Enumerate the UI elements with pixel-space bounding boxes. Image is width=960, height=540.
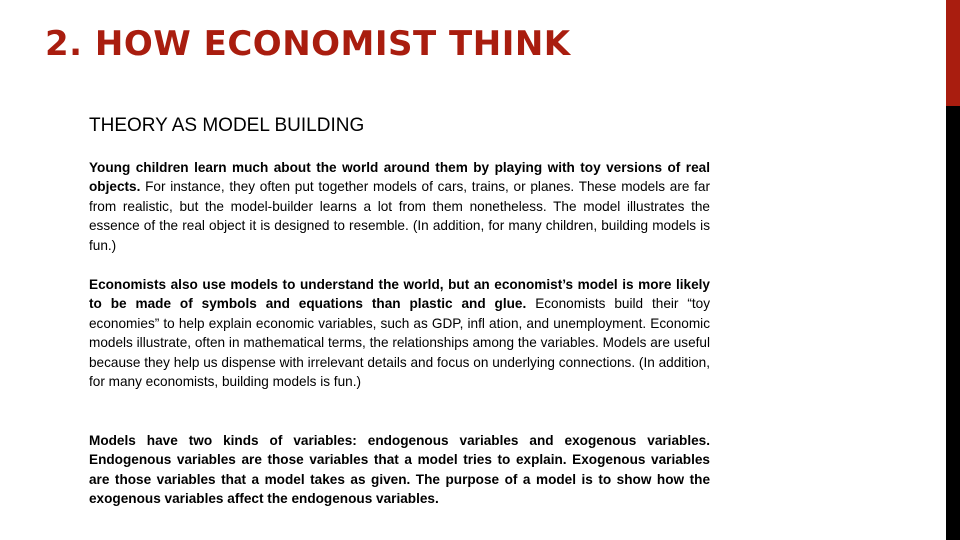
- slide-subtitle: THEORY AS MODEL BUILDING: [89, 115, 365, 136]
- paragraph-body: For instance, they often put together models of cars, trains, or planes. These models are far from realistic, but the model-builder learns a lot from them nonetheless. The model illustrates the essence of the real object it is designed to resemble. (In addition, for many children, building models is fun.): [89, 179, 710, 253]
- paragraph-toy-models: [89, 158, 710, 255]
- paragraph-lead: Models have two kinds of variables: endogenous variables and exogenous variables. Endogenous variables are those variables that a model tries to explain. Exogenous variables are those variables that a model takes as given. The purpose of a model is to show how the exogenous variables affect the endogenous variables.: [89, 433, 710, 507]
- paragraph-economist-models: [89, 275, 710, 391]
- paragraph-variables: [89, 431, 710, 509]
- paragraph-lead: Economists also use models to understand the world, but an economist’s model is more likely to be made of symbols and equations than plastic and glue.: [89, 277, 710, 312]
- right-accent-bar: [946, 0, 960, 540]
- right-accent-bar-top: [946, 0, 960, 106]
- paragraph-lead: Young children learn much about the world around them by playing with toy versions of real objects.: [89, 160, 710, 195]
- paragraph-body: Economists build their “toy economies” to help explain economic variables, such as GDP, infl ation, and unemployment. Economic models illustrate, often in mathematical terms, the relationships among the variables. Models are useful because they help us dispense with irrelevant details and focus on underlying connections. (In addition, for many economists, building models is fun.): [89, 296, 710, 390]
- slide-title: 2. HOW ECONOMIST THINK: [45, 24, 571, 64]
